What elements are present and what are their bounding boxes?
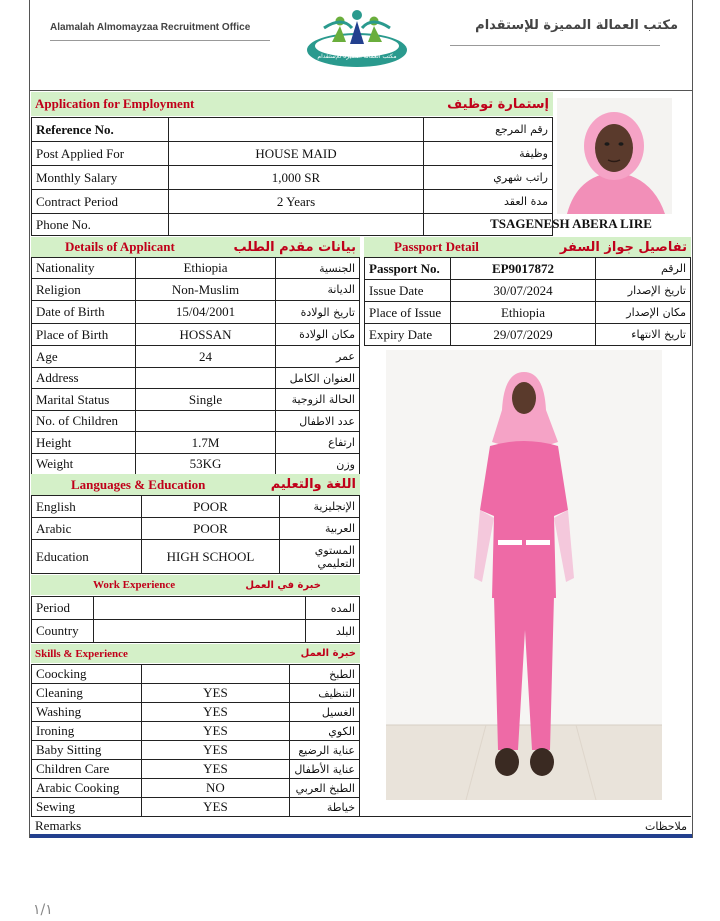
row-label-ar: مكان الولادة — [276, 324, 360, 346]
applicant-table — [31, 257, 360, 475]
table-row — [32, 665, 360, 684]
header-divider-left — [50, 40, 270, 41]
row-value: YES — [141, 760, 290, 779]
row-label-ar: تاريخ الانتهاء — [596, 324, 691, 346]
row-label: Marital Status — [32, 389, 136, 411]
header-bottom-rule — [30, 90, 692, 91]
row-label: Ironing — [32, 722, 142, 741]
table-row — [32, 432, 360, 454]
row-value: 24 — [136, 346, 276, 368]
row-label: English — [32, 496, 142, 518]
row-label-ar: رقم المرجع — [424, 118, 553, 142]
post-value: HOUSE MAID — [169, 142, 424, 166]
row-label-ar: وزن — [276, 454, 360, 475]
table-row — [32, 389, 360, 411]
row-label-ar: العنوان الكامل — [276, 368, 360, 389]
row-label: Place of Issue — [365, 302, 451, 324]
row-value: YES — [141, 798, 290, 817]
table-row — [32, 760, 360, 779]
row-label-ar: الحالة الزوجية — [276, 389, 360, 411]
company-logo — [302, 6, 412, 72]
row-label: Height — [32, 432, 136, 454]
row-label: Nationality — [32, 258, 136, 279]
row-label-ar: عدد الاطفال — [276, 411, 360, 432]
section-title-en: Languages & Education — [31, 474, 247, 495]
row-value: YES — [141, 722, 290, 741]
row-label: Religion — [32, 279, 136, 301]
row-value: 53KG — [136, 454, 276, 475]
table-row — [32, 166, 553, 190]
row-label-ar: البلد — [306, 620, 360, 643]
table-row — [32, 346, 360, 368]
table-row — [32, 703, 360, 722]
section-title-ar: بيانات مقدم الطلب — [206, 237, 360, 257]
table-row — [32, 454, 360, 475]
row-value: YES — [141, 741, 290, 760]
passport-table — [364, 257, 691, 346]
row-label-ar: عمر — [276, 346, 360, 368]
row-label-ar: الكوي — [290, 722, 360, 741]
title-en: Application for Employment — [31, 92, 346, 116]
row-value — [141, 665, 290, 684]
row-label-ar: الطبخ العربي — [290, 779, 360, 798]
table-row — [32, 142, 553, 166]
table-row — [32, 279, 360, 301]
section-title-en: Passport Detail — [364, 237, 517, 257]
row-label: Cleaning — [32, 684, 142, 703]
portrait-person-icon — [557, 98, 672, 214]
row-label-ar: تاريخ الإصدار — [596, 280, 691, 302]
table-row — [32, 411, 360, 432]
languages-section-header — [31, 474, 360, 495]
section-title-ar: تفاصيل جواز السفر — [517, 237, 691, 257]
row-label-ar: ارتفاع — [276, 432, 360, 454]
row-value: HIGH SCHOOL — [142, 540, 280, 574]
row-label-ar: مكان الإصدار — [596, 302, 691, 324]
section-title-en: Skills & Experience — [31, 644, 233, 663]
application-sheet — [29, 0, 693, 838]
row-value — [94, 620, 306, 643]
footer-bar — [30, 834, 692, 838]
row-label: Sewing — [32, 798, 142, 817]
row-value: 30/07/2024 — [451, 280, 596, 302]
table-row — [32, 368, 360, 389]
logo-people-icon — [302, 6, 412, 72]
table-row — [365, 258, 691, 280]
phone-value — [169, 214, 424, 236]
row-label-ar: وظيفة — [424, 142, 553, 166]
row-label: Coocking — [32, 665, 142, 684]
languages-table — [31, 495, 360, 574]
row-label: Place of Birth — [32, 324, 136, 346]
full-body-person-icon — [386, 350, 662, 800]
row-label: Issue Date — [365, 280, 451, 302]
contract-value: 2 Years — [169, 190, 424, 214]
table-row — [32, 620, 360, 643]
row-label-ar: المده — [306, 597, 360, 620]
row-label: Arabic Cooking — [32, 779, 142, 798]
row-value: NO — [141, 779, 290, 798]
row-label: Phone No. — [32, 214, 169, 236]
row-label-ar: عناية الرضيع — [290, 741, 360, 760]
row-value: Single — [136, 389, 276, 411]
table-row — [32, 118, 553, 142]
applicant-name: TSAGENESH ABERA LIRE — [490, 216, 652, 231]
row-label-ar: العربية — [280, 518, 360, 540]
row-label-ar: الطبخ — [290, 665, 360, 684]
table-row — [365, 302, 691, 324]
row-label: Arabic — [32, 518, 142, 540]
row-label: Address — [32, 368, 136, 389]
row-value: Non-Muslim — [136, 279, 276, 301]
row-label: Washing — [32, 703, 142, 722]
passport-section-header — [364, 237, 691, 257]
row-label-ar: التنظيف — [290, 684, 360, 703]
row-label-ar: خياطة — [290, 798, 360, 817]
row-label: Age — [32, 346, 136, 368]
table-row — [32, 324, 360, 346]
table-row — [365, 324, 691, 346]
row-value — [94, 597, 306, 620]
row-label: Contract Period — [32, 190, 169, 214]
row-label: Country — [32, 620, 94, 643]
table-row — [32, 722, 360, 741]
row-value: HOSSAN — [136, 324, 276, 346]
row-value: YES — [141, 703, 290, 722]
table-row — [32, 190, 553, 214]
row-label-ar: الغسيل — [290, 703, 360, 722]
header-divider-right — [450, 45, 660, 46]
row-label-ar: الديانة — [276, 279, 360, 301]
row-label-ar: عناية الأطفال — [290, 760, 360, 779]
work-table — [31, 596, 360, 643]
title-bar — [31, 92, 553, 116]
reference-value — [169, 118, 424, 142]
row-label-ar: مدة العقد — [424, 190, 553, 214]
row-label: Weight — [32, 454, 136, 475]
salary-value: 1,000 SR — [169, 166, 424, 190]
table-row — [32, 540, 360, 574]
row-label: Reference No. — [32, 118, 169, 142]
row-label: Education — [32, 540, 142, 574]
title-ar: إستمارة توظيف — [346, 92, 553, 116]
row-value: Ethiopia — [451, 302, 596, 324]
applicant-portrait — [557, 98, 672, 214]
page-number: ١/١ — [33, 902, 53, 918]
row-value — [136, 368, 276, 389]
company-name-ar: مكتب العمالة المميزة للإستقدام — [475, 18, 678, 33]
row-label-ar: الرقم — [596, 258, 691, 280]
work-section-header — [31, 575, 360, 595]
row-label: No. of Children — [32, 411, 136, 432]
section-title-ar: خبرة العمل — [233, 644, 360, 663]
section-title-ar: اللغة والتعليم — [247, 474, 360, 495]
skills-section-header — [31, 644, 360, 663]
table-row — [32, 798, 360, 817]
table-row — [32, 684, 360, 703]
logo-caption: مكتب العمالة المميزة للإستقدام — [317, 53, 397, 60]
row-value: POOR — [142, 496, 280, 518]
remarks-label-ar: ملاحظات — [374, 817, 691, 836]
table-row — [32, 258, 360, 279]
row-label: Baby Sitting — [32, 741, 142, 760]
row-label: Date of Birth — [32, 301, 136, 324]
table-row — [32, 597, 360, 620]
section-title-en: Details of Applicant — [31, 237, 206, 257]
row-value: 15/04/2001 — [136, 301, 276, 324]
row-label: Period — [32, 597, 94, 620]
applicant-full-photo — [386, 350, 662, 800]
section-title-en: Work Experience — [31, 575, 241, 595]
row-label-ar: المستوي التعليمي — [280, 540, 360, 574]
skills-table — [31, 664, 360, 817]
applicant-section-header — [31, 237, 360, 257]
row-value: YES — [141, 684, 290, 703]
row-label-ar: الجنسية — [276, 258, 360, 279]
table-row — [32, 496, 360, 518]
passport-number: EP9017872 — [451, 258, 596, 280]
row-label-ar: تاريخ الولادة — [276, 301, 360, 324]
row-label-ar: راتب شهري — [424, 166, 553, 190]
remarks-row — [31, 816, 691, 836]
row-label: Monthly Salary — [32, 166, 169, 190]
remarks-label: Remarks — [31, 817, 374, 836]
row-label-ar: الإنجليزية — [280, 496, 360, 518]
row-label: Expiry Date — [365, 324, 451, 346]
table-row — [32, 301, 360, 324]
row-label: Post Applied For — [32, 142, 169, 166]
row-value — [136, 411, 276, 432]
table-row — [365, 280, 691, 302]
row-label: Passport No. — [365, 258, 451, 280]
row-value: 29/07/2029 — [451, 324, 596, 346]
table-row — [32, 518, 360, 540]
row-value: 1.7M — [136, 432, 276, 454]
row-value: POOR — [142, 518, 280, 540]
row-label: Children Care — [32, 760, 142, 779]
row-value: Ethiopia — [136, 258, 276, 279]
company-name-en: Alamalah Almomayzaa Recruitment Office — [50, 22, 251, 33]
table-row — [32, 779, 360, 798]
table-row — [32, 741, 360, 760]
section-title-ar: خبرة في العمل — [241, 575, 360, 595]
